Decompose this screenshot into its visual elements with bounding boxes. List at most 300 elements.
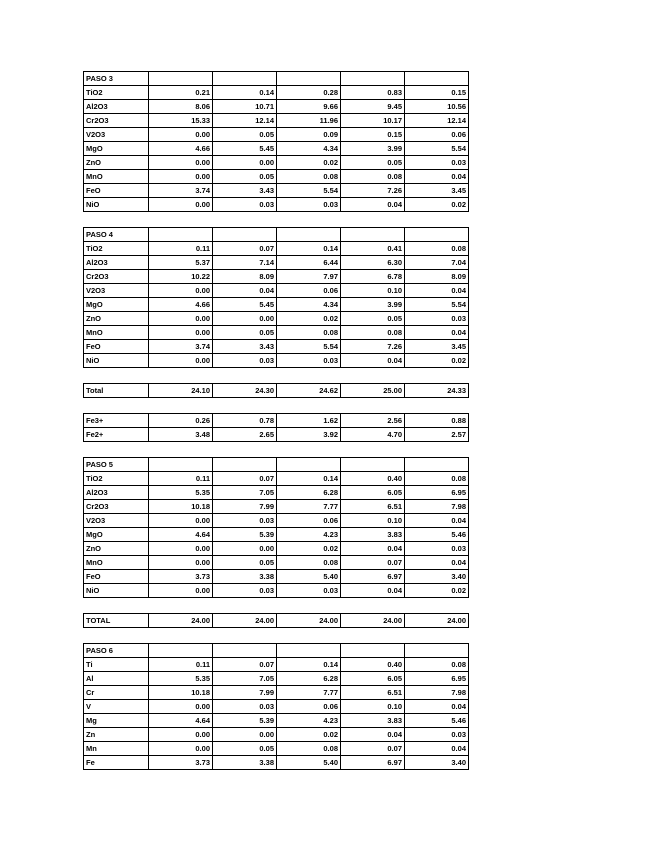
value-cell[interactable]: 0.08 bbox=[277, 170, 341, 184]
value-cell[interactable]: 7.04 bbox=[405, 256, 469, 270]
empty-cell[interactable] bbox=[341, 644, 405, 658]
value-cell[interactable]: 0.03 bbox=[277, 584, 341, 598]
value-cell[interactable]: 0.04 bbox=[341, 728, 405, 742]
value-cell[interactable]: 9.66 bbox=[277, 100, 341, 114]
value-cell[interactable]: 2.65 bbox=[213, 428, 277, 442]
spreadsheet bbox=[83, 71, 469, 770]
value-cell[interactable]: 0.08 bbox=[277, 742, 341, 756]
block-title[interactable]: PASO 3 bbox=[84, 72, 149, 86]
row-label-zno[interactable]: ZnO bbox=[84, 156, 149, 170]
row-label-ti[interactable]: Ti bbox=[84, 658, 149, 672]
value-cell[interactable]: 6.44 bbox=[277, 256, 341, 270]
value-cell[interactable]: 4.34 bbox=[277, 298, 341, 312]
value-cell[interactable]: 5.39 bbox=[213, 528, 277, 542]
value-cell[interactable]: 0.07 bbox=[213, 472, 277, 486]
value-cell[interactable]: 3.83 bbox=[341, 528, 405, 542]
value-cell[interactable]: 0.05 bbox=[341, 312, 405, 326]
value-cell[interactable]: 0.02 bbox=[405, 584, 469, 598]
value-cell[interactable]: 6.51 bbox=[341, 686, 405, 700]
row-label-zno[interactable]: ZnO bbox=[84, 542, 149, 556]
value-cell[interactable]: 5.54 bbox=[405, 298, 469, 312]
table-row bbox=[84, 500, 469, 514]
value-cell[interactable]: 0.05 bbox=[213, 326, 277, 340]
table-row bbox=[84, 700, 469, 714]
value-cell[interactable]: 24.30 bbox=[213, 384, 277, 398]
value-cell[interactable]: 0.11 bbox=[149, 242, 213, 256]
table-block-paso-6 bbox=[83, 643, 469, 770]
value-cell[interactable]: 2.57 bbox=[405, 428, 469, 442]
value-cell[interactable]: 7.99 bbox=[213, 500, 277, 514]
row-label-fe3[interactable]: Fe3+ bbox=[84, 414, 149, 428]
value-cell[interactable]: 7.05 bbox=[213, 486, 277, 500]
value-cell[interactable]: 4.66 bbox=[149, 142, 213, 156]
value-cell[interactable]: 0.05 bbox=[341, 156, 405, 170]
row-label-mno[interactable]: MnO bbox=[84, 556, 149, 570]
value-cell[interactable]: 7.97 bbox=[277, 270, 341, 284]
value-cell[interactable]: 0.04 bbox=[341, 584, 405, 598]
value-cell[interactable]: 24.10 bbox=[149, 384, 213, 398]
value-cell[interactable]: 0.03 bbox=[213, 584, 277, 598]
table-row bbox=[84, 742, 469, 756]
value-cell[interactable]: 6.51 bbox=[341, 500, 405, 514]
table-row bbox=[84, 584, 469, 598]
table-row bbox=[84, 86, 469, 100]
value-cell[interactable]: 0.14 bbox=[277, 472, 341, 486]
row-label-v[interactable]: V bbox=[84, 700, 149, 714]
value-cell[interactable]: 4.23 bbox=[277, 528, 341, 542]
value-cell[interactable]: 0.08 bbox=[405, 242, 469, 256]
value-cell[interactable]: 0.14 bbox=[277, 658, 341, 672]
empty-cell[interactable] bbox=[149, 72, 213, 86]
value-cell[interactable]: 6.97 bbox=[341, 756, 405, 770]
value-cell[interactable]: 0.00 bbox=[213, 542, 277, 556]
value-cell[interactable]: 7.14 bbox=[213, 256, 277, 270]
table-row bbox=[84, 156, 469, 170]
value-cell[interactable]: 4.64 bbox=[149, 528, 213, 542]
table-row bbox=[84, 354, 469, 368]
empty-cell[interactable] bbox=[277, 458, 341, 472]
empty-cell[interactable] bbox=[277, 72, 341, 86]
table-block-paso-5 bbox=[83, 457, 469, 598]
table-row bbox=[84, 298, 469, 312]
value-cell[interactable]: 0.88 bbox=[405, 414, 469, 428]
value-cell[interactable]: 3.45 bbox=[405, 184, 469, 198]
value-cell[interactable]: 0.05 bbox=[213, 742, 277, 756]
empty-cell[interactable] bbox=[213, 72, 277, 86]
value-cell[interactable]: 0.06 bbox=[277, 284, 341, 298]
row-label-nio[interactable]: NiO bbox=[84, 198, 149, 212]
value-cell[interactable]: 5.40 bbox=[277, 570, 341, 584]
row-label-mgo[interactable]: MgO bbox=[84, 528, 149, 542]
value-cell[interactable]: 0.03 bbox=[277, 354, 341, 368]
row-label-mno[interactable]: MnO bbox=[84, 326, 149, 340]
value-cell[interactable]: 0.07 bbox=[213, 242, 277, 256]
empty-cell[interactable] bbox=[341, 458, 405, 472]
row-label-al2o3[interactable]: Al2O3 bbox=[84, 256, 149, 270]
row-label-fe2[interactable]: Fe2+ bbox=[84, 428, 149, 442]
row-label-nio[interactable]: NiO bbox=[84, 584, 149, 598]
row-label-cr2o3[interactable]: Cr2O3 bbox=[84, 114, 149, 128]
value-cell[interactable]: 0.04 bbox=[405, 742, 469, 756]
value-cell[interactable]: 0.00 bbox=[149, 584, 213, 598]
empty-cell[interactable] bbox=[277, 228, 341, 242]
value-cell[interactable]: 5.54 bbox=[277, 340, 341, 354]
value-cell[interactable]: 0.03 bbox=[405, 542, 469, 556]
value-cell[interactable]: 0.08 bbox=[341, 170, 405, 184]
value-cell[interactable]: 5.45 bbox=[213, 142, 277, 156]
value-cell[interactable]: 0.00 bbox=[149, 326, 213, 340]
value-cell[interactable]: 5.46 bbox=[405, 714, 469, 728]
empty-cell[interactable] bbox=[213, 458, 277, 472]
row-label-v2o3[interactable]: V2O3 bbox=[84, 284, 149, 298]
table-row bbox=[84, 384, 469, 398]
table-block-paso-3 bbox=[83, 71, 469, 212]
value-cell[interactable]: 0.78 bbox=[213, 414, 277, 428]
value-cell[interactable]: 0.00 bbox=[149, 542, 213, 556]
value-cell[interactable]: 5.46 bbox=[405, 528, 469, 542]
table-row bbox=[84, 114, 469, 128]
value-cell[interactable]: 0.04 bbox=[405, 700, 469, 714]
block-spacer bbox=[83, 212, 469, 227]
row-label-v2o3[interactable]: V2O3 bbox=[84, 514, 149, 528]
value-cell[interactable]: 0.08 bbox=[405, 472, 469, 486]
value-cell[interactable]: 0.10 bbox=[341, 700, 405, 714]
value-cell[interactable]: 7.77 bbox=[277, 500, 341, 514]
value-cell[interactable]: 0.28 bbox=[277, 86, 341, 100]
table-row bbox=[84, 312, 469, 326]
row-label-feo[interactable]: FeO bbox=[84, 340, 149, 354]
value-cell[interactable]: 0.04 bbox=[405, 556, 469, 570]
value-cell[interactable]: 0.40 bbox=[341, 658, 405, 672]
row-label-cr[interactable]: Cr bbox=[84, 686, 149, 700]
row-label-feo[interactable]: FeO bbox=[84, 570, 149, 584]
value-cell[interactable]: 0.05 bbox=[213, 556, 277, 570]
value-cell[interactable]: 0.07 bbox=[341, 742, 405, 756]
table-row bbox=[84, 556, 469, 570]
value-cell[interactable]: 24.33 bbox=[405, 384, 469, 398]
row-label-cr2o3[interactable]: Cr2O3 bbox=[84, 270, 149, 284]
value-cell[interactable]: 0.15 bbox=[405, 86, 469, 100]
value-cell[interactable]: 0.04 bbox=[341, 542, 405, 556]
value-cell[interactable]: 3.43 bbox=[213, 340, 277, 354]
value-cell[interactable]: 7.98 bbox=[405, 500, 469, 514]
row-label-fe[interactable]: Fe bbox=[84, 756, 149, 770]
value-cell[interactable]: 24.62 bbox=[277, 384, 341, 398]
table-row bbox=[84, 428, 469, 442]
row-label-mg[interactable]: Mg bbox=[84, 714, 149, 728]
table-block-summary-5 bbox=[83, 613, 469, 628]
value-cell[interactable]: 3.48 bbox=[149, 428, 213, 442]
value-cell[interactable]: 0.00 bbox=[149, 742, 213, 756]
value-cell[interactable]: 0.08 bbox=[405, 658, 469, 672]
value-cell[interactable]: 7.26 bbox=[341, 340, 405, 354]
value-cell[interactable]: 0.40 bbox=[341, 472, 405, 486]
value-cell[interactable]: 0.11 bbox=[149, 658, 213, 672]
empty-cell[interactable] bbox=[149, 644, 213, 658]
value-cell[interactable]: 0.03 bbox=[405, 728, 469, 742]
value-cell[interactable]: 0.04 bbox=[405, 326, 469, 340]
block-title[interactable]: PASO 5 bbox=[84, 458, 149, 472]
value-cell[interactable]: 0.04 bbox=[405, 514, 469, 528]
value-cell[interactable]: 0.03 bbox=[405, 312, 469, 326]
value-cell[interactable]: 0.07 bbox=[341, 556, 405, 570]
table-row bbox=[84, 658, 469, 672]
value-cell[interactable]: 3.92 bbox=[277, 428, 341, 442]
block-title[interactable]: PASO 4 bbox=[84, 228, 149, 242]
empty-cell[interactable] bbox=[341, 72, 405, 86]
value-cell[interactable]: 0.06 bbox=[277, 700, 341, 714]
value-cell[interactable]: 8.09 bbox=[213, 270, 277, 284]
value-cell[interactable]: 4.66 bbox=[149, 298, 213, 312]
empty-cell[interactable] bbox=[405, 458, 469, 472]
value-cell[interactable]: 8.09 bbox=[405, 270, 469, 284]
value-cell[interactable]: 24.00 bbox=[277, 614, 341, 628]
table-header-row bbox=[84, 644, 469, 658]
value-cell[interactable]: 9.45 bbox=[341, 100, 405, 114]
value-cell[interactable]: 0.09 bbox=[277, 128, 341, 142]
row-label-zn[interactable]: Zn bbox=[84, 728, 149, 742]
value-cell[interactable]: 0.03 bbox=[213, 198, 277, 212]
value-cell[interactable]: 0.04 bbox=[341, 354, 405, 368]
empty-cell[interactable] bbox=[213, 644, 277, 658]
value-cell[interactable]: 5.37 bbox=[149, 256, 213, 270]
table-row bbox=[84, 128, 469, 142]
value-cell[interactable]: 0.08 bbox=[341, 326, 405, 340]
value-cell[interactable]: 5.54 bbox=[277, 184, 341, 198]
value-cell[interactable]: 0.00 bbox=[149, 170, 213, 184]
empty-cell[interactable] bbox=[405, 72, 469, 86]
value-cell[interactable]: 0.04 bbox=[405, 284, 469, 298]
value-cell[interactable]: 0.00 bbox=[213, 728, 277, 742]
row-label-cr2o3[interactable]: Cr2O3 bbox=[84, 500, 149, 514]
value-cell[interactable]: 7.05 bbox=[213, 672, 277, 686]
table-row bbox=[84, 198, 469, 212]
value-cell[interactable]: 10.18 bbox=[149, 500, 213, 514]
value-cell[interactable]: 11.96 bbox=[277, 114, 341, 128]
value-cell[interactable]: 0.04 bbox=[405, 170, 469, 184]
value-cell[interactable]: 3.73 bbox=[149, 756, 213, 770]
value-cell[interactable]: 0.00 bbox=[149, 556, 213, 570]
table-header-row bbox=[84, 458, 469, 472]
value-cell[interactable]: 2.56 bbox=[341, 414, 405, 428]
value-cell[interactable]: 0.10 bbox=[341, 514, 405, 528]
value-cell[interactable]: 0.00 bbox=[149, 128, 213, 142]
value-cell[interactable]: 0.26 bbox=[149, 414, 213, 428]
row-label-v2o3[interactable]: V2O3 bbox=[84, 128, 149, 142]
empty-cell[interactable] bbox=[213, 228, 277, 242]
value-cell[interactable]: 3.43 bbox=[213, 184, 277, 198]
table-row bbox=[84, 472, 469, 486]
value-cell[interactable]: 6.05 bbox=[341, 672, 405, 686]
table-row bbox=[84, 528, 469, 542]
value-cell[interactable]: 0.03 bbox=[213, 354, 277, 368]
value-cell[interactable]: 3.83 bbox=[341, 714, 405, 728]
value-cell[interactable]: 0.08 bbox=[277, 556, 341, 570]
row-label-mn[interactable]: Mn bbox=[84, 742, 149, 756]
value-cell[interactable]: 0.00 bbox=[213, 312, 277, 326]
value-cell[interactable]: 3.40 bbox=[405, 570, 469, 584]
empty-cell[interactable] bbox=[341, 228, 405, 242]
value-cell[interactable]: 4.34 bbox=[277, 142, 341, 156]
row-label-nio[interactable]: NiO bbox=[84, 354, 149, 368]
value-cell[interactable]: 3.74 bbox=[149, 184, 213, 198]
value-cell[interactable]: 12.14 bbox=[405, 114, 469, 128]
row-label-tio2[interactable]: TiO2 bbox=[84, 86, 149, 100]
block-spacer bbox=[83, 442, 469, 457]
block-spacer bbox=[83, 598, 469, 613]
value-cell[interactable]: 15.33 bbox=[149, 114, 213, 128]
value-cell[interactable]: 3.73 bbox=[149, 570, 213, 584]
value-cell[interactable]: 0.00 bbox=[149, 728, 213, 742]
block-spacer bbox=[83, 628, 469, 643]
value-cell[interactable]: 0.08 bbox=[277, 326, 341, 340]
table-row bbox=[84, 142, 469, 156]
value-cell[interactable]: 0.11 bbox=[149, 472, 213, 486]
value-cell[interactable]: 10.17 bbox=[341, 114, 405, 128]
value-cell[interactable]: 0.83 bbox=[341, 86, 405, 100]
table-row bbox=[84, 170, 469, 184]
value-cell[interactable]: 3.40 bbox=[405, 756, 469, 770]
value-cell[interactable]: 0.00 bbox=[213, 156, 277, 170]
value-cell[interactable]: 3.38 bbox=[213, 756, 277, 770]
row-label-al2o3[interactable]: Al2O3 bbox=[84, 100, 149, 114]
row-label-mgo[interactable]: MgO bbox=[84, 298, 149, 312]
value-cell[interactable]: 6.78 bbox=[341, 270, 405, 284]
value-cell[interactable]: 10.56 bbox=[405, 100, 469, 114]
value-cell[interactable]: 0.03 bbox=[213, 514, 277, 528]
value-cell[interactable]: 7.26 bbox=[341, 184, 405, 198]
value-cell[interactable]: 0.02 bbox=[405, 354, 469, 368]
value-cell[interactable]: 24.00 bbox=[213, 614, 277, 628]
value-cell[interactable]: 7.99 bbox=[213, 686, 277, 700]
row-label-feo[interactable]: FeO bbox=[84, 184, 149, 198]
value-cell[interactable]: 3.99 bbox=[341, 298, 405, 312]
value-cell[interactable]: 0.05 bbox=[213, 170, 277, 184]
block-title[interactable]: PASO 6 bbox=[84, 644, 149, 658]
value-cell[interactable]: 0.00 bbox=[149, 312, 213, 326]
value-cell[interactable]: 0.03 bbox=[277, 198, 341, 212]
row-label-total[interactable]: TOTAL bbox=[84, 614, 149, 628]
value-cell[interactable]: 0.02 bbox=[277, 728, 341, 742]
empty-cell[interactable] bbox=[277, 644, 341, 658]
row-label-zno[interactable]: ZnO bbox=[84, 312, 149, 326]
value-cell[interactable]: 6.95 bbox=[405, 486, 469, 500]
value-cell[interactable]: 0.05 bbox=[213, 128, 277, 142]
row-label-total[interactable]: Total bbox=[84, 384, 149, 398]
value-cell[interactable]: 3.99 bbox=[341, 142, 405, 156]
value-cell[interactable]: 6.28 bbox=[277, 672, 341, 686]
value-cell[interactable]: 10.22 bbox=[149, 270, 213, 284]
empty-cell[interactable] bbox=[405, 228, 469, 242]
table-header-row bbox=[84, 72, 469, 86]
value-cell[interactable]: 0.03 bbox=[405, 156, 469, 170]
value-cell[interactable]: 0.00 bbox=[149, 198, 213, 212]
value-cell[interactable]: 3.74 bbox=[149, 340, 213, 354]
value-cell[interactable]: 5.39 bbox=[213, 714, 277, 728]
value-cell[interactable]: 0.04 bbox=[341, 198, 405, 212]
value-cell[interactable]: 3.45 bbox=[405, 340, 469, 354]
value-cell[interactable]: 0.04 bbox=[213, 284, 277, 298]
value-cell[interactable]: 3.38 bbox=[213, 570, 277, 584]
table-row bbox=[84, 672, 469, 686]
value-cell[interactable]: 10.71 bbox=[213, 100, 277, 114]
value-cell[interactable]: 0.03 bbox=[213, 700, 277, 714]
table-row bbox=[84, 514, 469, 528]
value-cell[interactable]: 0.41 bbox=[341, 242, 405, 256]
row-label-tio2[interactable]: TiO2 bbox=[84, 472, 149, 486]
value-cell[interactable]: 4.23 bbox=[277, 714, 341, 728]
row-label-mgo[interactable]: MgO bbox=[84, 142, 149, 156]
value-cell[interactable]: 5.45 bbox=[213, 298, 277, 312]
value-cell[interactable]: 0.00 bbox=[149, 354, 213, 368]
value-cell[interactable]: 0.14 bbox=[213, 86, 277, 100]
table-row bbox=[84, 270, 469, 284]
value-cell[interactable]: 10.18 bbox=[149, 686, 213, 700]
value-cell[interactable]: 0.02 bbox=[277, 156, 341, 170]
table-row bbox=[84, 542, 469, 556]
value-cell[interactable]: 0.21 bbox=[149, 86, 213, 100]
value-cell[interactable]: 0.06 bbox=[277, 514, 341, 528]
row-label-al2o3[interactable]: Al2O3 bbox=[84, 486, 149, 500]
value-cell[interactable]: 0.00 bbox=[149, 284, 213, 298]
empty-cell[interactable] bbox=[149, 228, 213, 242]
row-label-tio2[interactable]: TiO2 bbox=[84, 242, 149, 256]
value-cell[interactable]: 6.05 bbox=[341, 486, 405, 500]
table-row bbox=[84, 340, 469, 354]
value-cell[interactable]: 1.62 bbox=[277, 414, 341, 428]
value-cell[interactable]: 24.00 bbox=[149, 614, 213, 628]
value-cell[interactable]: 5.40 bbox=[277, 756, 341, 770]
table-row bbox=[84, 242, 469, 256]
row-label-mno[interactable]: MnO bbox=[84, 170, 149, 184]
value-cell[interactable]: 0.02 bbox=[277, 542, 341, 556]
value-cell[interactable]: 6.30 bbox=[341, 256, 405, 270]
value-cell[interactable]: 5.54 bbox=[405, 142, 469, 156]
value-cell[interactable]: 0.00 bbox=[149, 514, 213, 528]
value-cell[interactable]: 6.28 bbox=[277, 486, 341, 500]
value-cell[interactable]: 4.70 bbox=[341, 428, 405, 442]
value-cell[interactable]: 8.06 bbox=[149, 100, 213, 114]
row-label-al[interactable]: Al bbox=[84, 672, 149, 686]
value-cell[interactable]: 5.35 bbox=[149, 672, 213, 686]
table-row bbox=[84, 728, 469, 742]
table-row bbox=[84, 570, 469, 584]
value-cell[interactable]: 25.00 bbox=[341, 384, 405, 398]
value-cell[interactable]: 4.64 bbox=[149, 714, 213, 728]
table-header-row bbox=[84, 228, 469, 242]
empty-cell[interactable] bbox=[149, 458, 213, 472]
value-cell[interactable]: 0.14 bbox=[277, 242, 341, 256]
value-cell[interactable]: 0.02 bbox=[405, 198, 469, 212]
value-cell[interactable]: 0.00 bbox=[149, 700, 213, 714]
value-cell[interactable]: 0.07 bbox=[213, 658, 277, 672]
value-cell[interactable]: 0.06 bbox=[405, 128, 469, 142]
table-block-summary-2 bbox=[83, 383, 469, 398]
value-cell[interactable]: 0.10 bbox=[341, 284, 405, 298]
value-cell[interactable]: 24.00 bbox=[405, 614, 469, 628]
value-cell[interactable]: 6.95 bbox=[405, 672, 469, 686]
value-cell[interactable]: 7.77 bbox=[277, 686, 341, 700]
value-cell[interactable]: 24.00 bbox=[341, 614, 405, 628]
value-cell[interactable]: 12.14 bbox=[213, 114, 277, 128]
value-cell[interactable]: 0.02 bbox=[277, 312, 341, 326]
value-cell[interactable]: 6.97 bbox=[341, 570, 405, 584]
value-cell[interactable]: 7.98 bbox=[405, 686, 469, 700]
value-cell[interactable]: 5.35 bbox=[149, 486, 213, 500]
value-cell[interactable]: 0.00 bbox=[149, 156, 213, 170]
empty-cell[interactable] bbox=[405, 644, 469, 658]
value-cell[interactable]: 0.15 bbox=[341, 128, 405, 142]
